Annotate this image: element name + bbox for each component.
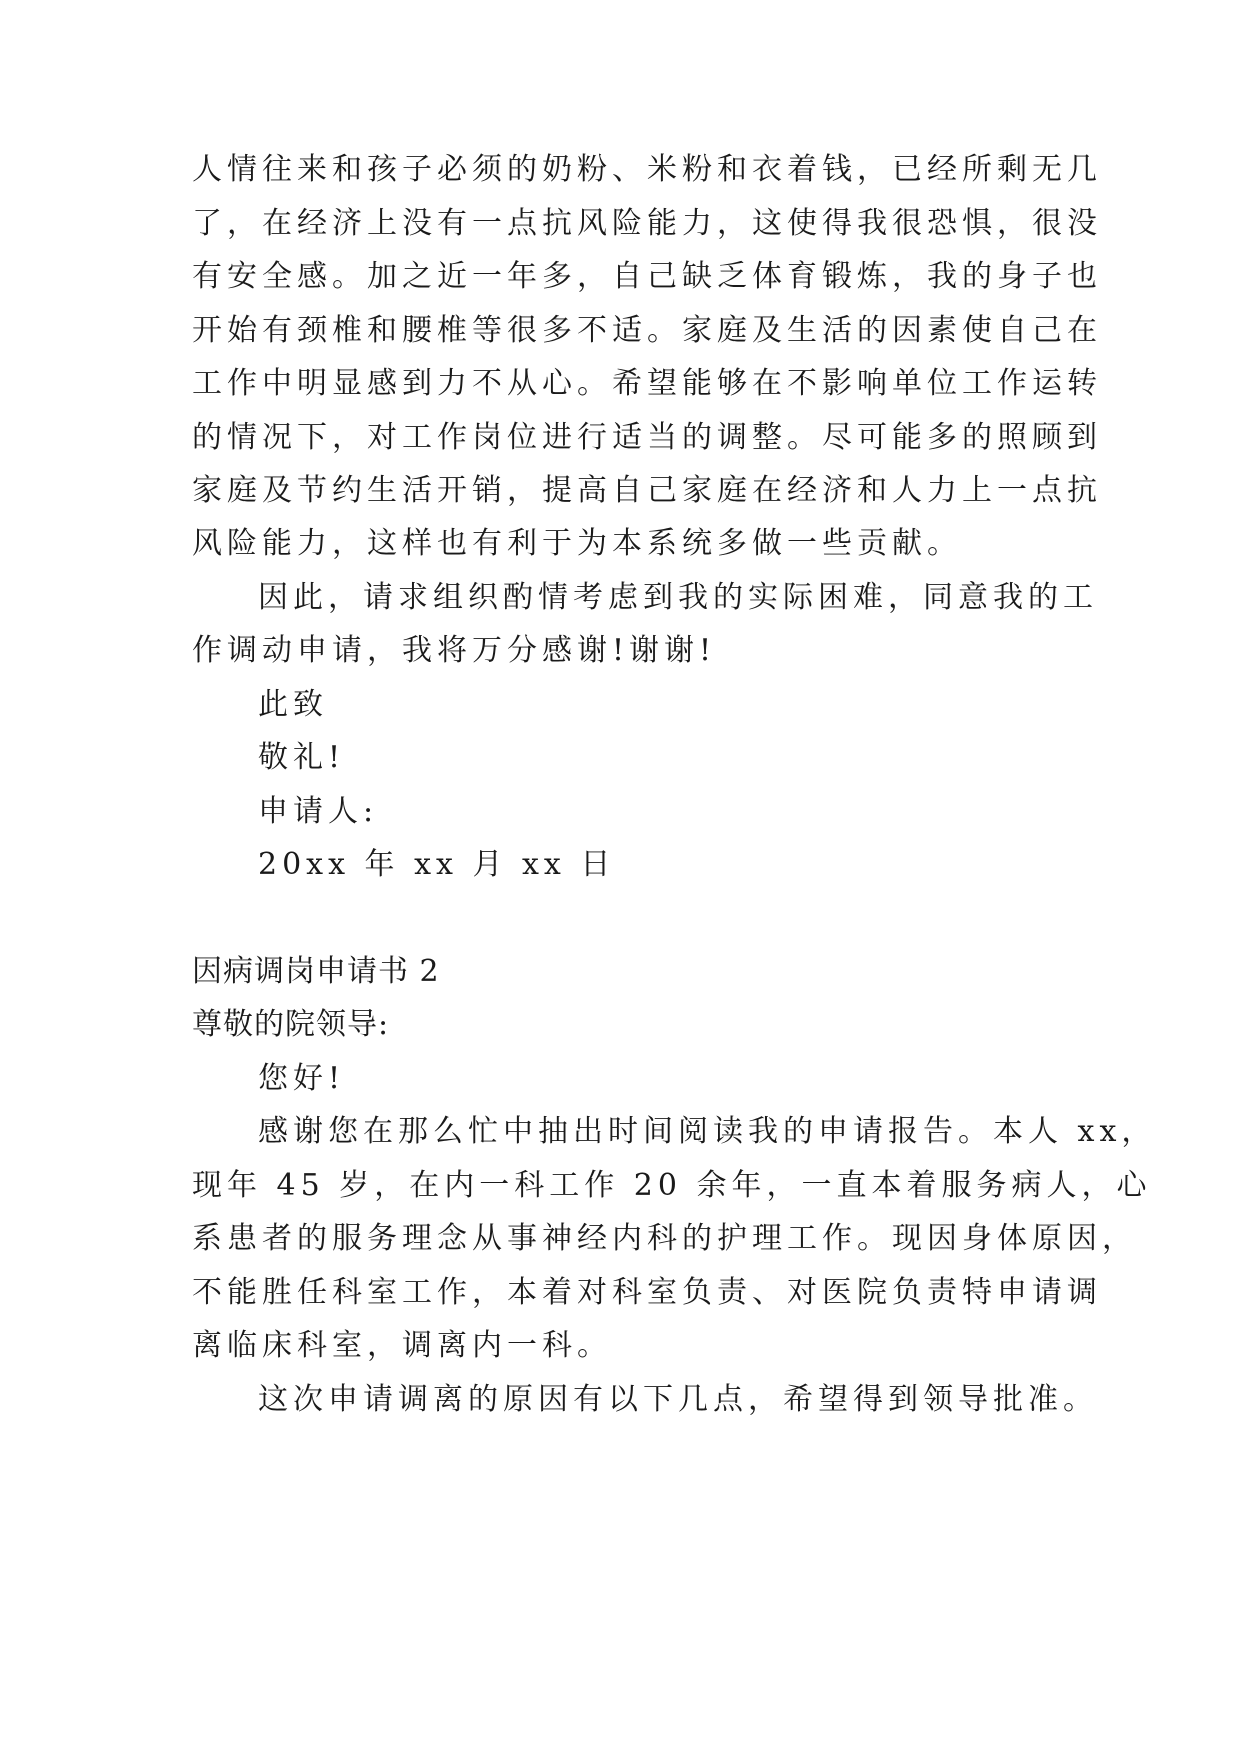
body-line: 不能胜任科室工作，本着对科室负责、对医院负责特申请调	[192, 1275, 1102, 1310]
body-line: 感谢您在那么忙中抽出时间阅读我的申请报告。本人 xx，	[258, 1114, 1157, 1149]
date-line: 20xx 年 xx 月 xx 日	[258, 847, 616, 882]
body-line: 开始有颈椎和腰椎等很多不适。家庭及生活的因素使自己在	[192, 313, 1102, 348]
body-line: 的情况下，对工作岗位进行适当的调整。尽可能多的照顾到	[192, 420, 1102, 455]
body-line: 系患者的服务理念从事神经内科的护理工作。现因身体原因，	[192, 1221, 1137, 1256]
applicant-label: 申请人:	[258, 794, 379, 829]
salutation: 此致	[258, 687, 328, 722]
body-line: 离临床科室，调离内一科。	[192, 1328, 612, 1363]
body-line: 风险能力，这样也有利于为本系统多做一些贡献。	[192, 526, 962, 561]
body-line: 家庭及节约生活开销，提高自己家庭在经济和人力上一点抗	[192, 473, 1102, 508]
section-title: 因病调岗申请书 2	[192, 954, 440, 989]
body-line: 人情往来和孩子必须的奶粉、米粉和衣着钱，已经所剩无几	[192, 152, 1102, 187]
body-line: 了，在经济上没有一点抗风险能力，这使得我很恐惧，很没	[192, 206, 1102, 241]
body-line: 有安全感。加之近一年多，自己缺乏体育锻炼，我的身子也	[192, 259, 1102, 294]
body-line: 工作中明显感到力不从心。希望能够在不影响单位工作运转	[192, 366, 1102, 401]
hello-line: 您好!	[258, 1061, 346, 1096]
body-line: 现年 45 岁，在内一科工作 20 余年，一直本着服务病人，心	[192, 1168, 1152, 1203]
greeting: 尊敬的院领导:	[192, 1007, 390, 1042]
closing-paragraph-line: 因此，请求组织酌情考虑到我的实际困难，同意我的工	[258, 580, 1098, 615]
respect-closing: 敬礼!	[258, 740, 346, 775]
closing-paragraph-line: 作调动申请，我将万分感谢!谢谢!	[192, 633, 717, 668]
reasons-intro-line: 这次申请调离的原因有以下几点，希望得到领导批准。	[258, 1382, 1098, 1417]
